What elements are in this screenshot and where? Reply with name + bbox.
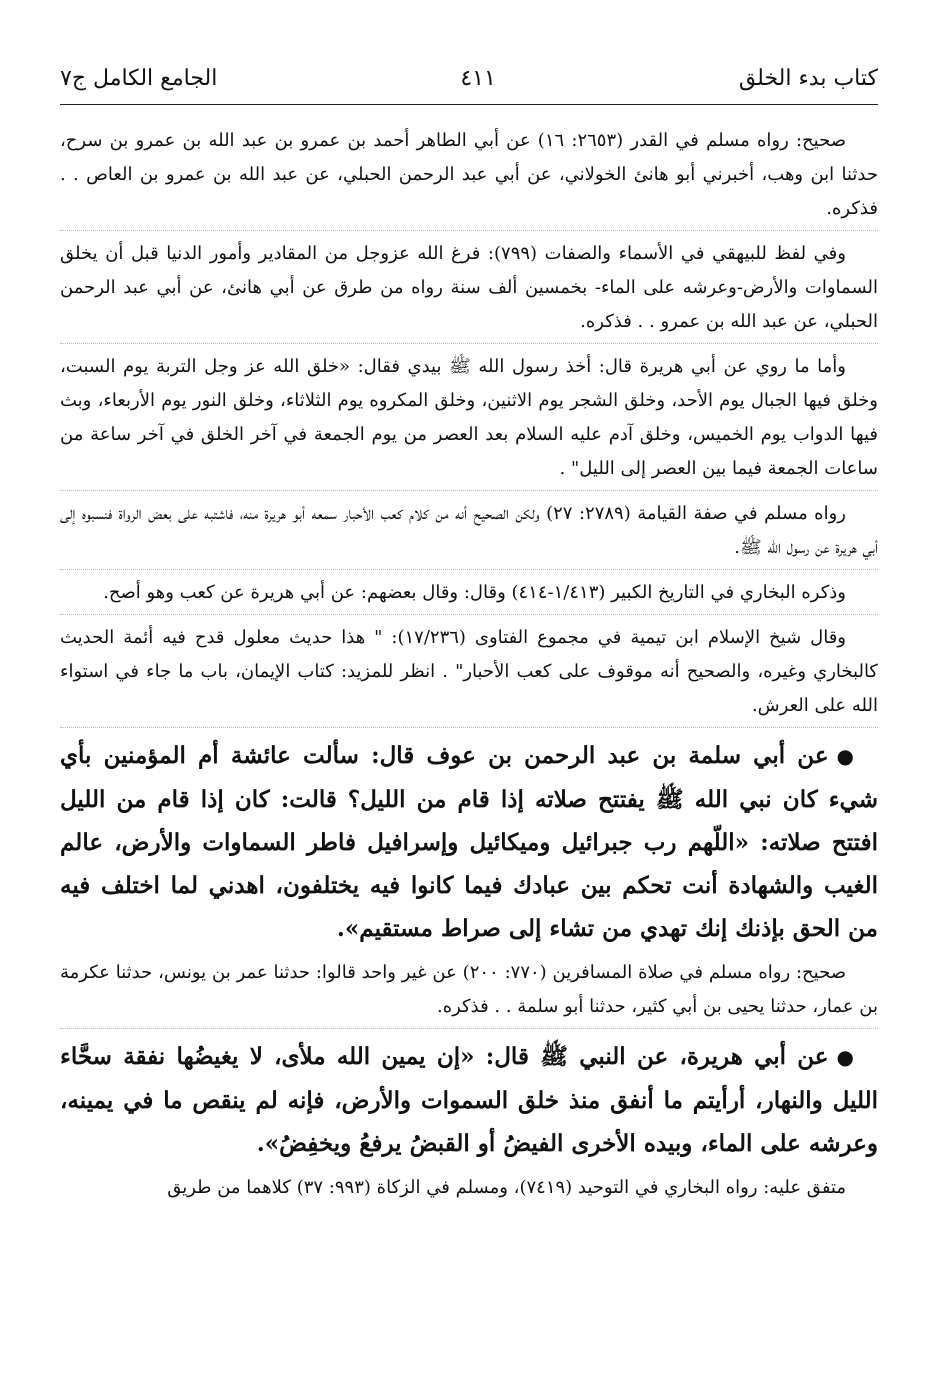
bullet-icon: ● bbox=[836, 744, 854, 768]
hadith-paragraph: ●عن أبي سلمة بن عبد الرحمن بن عوف قال: سألت عائشة أم المؤمنين بأي شيء كان نبي الله ﷺ يفتتح صلاته إذا قام من الليل؟ قالت: كان إذا قام من الليل افتتح صلاته: «اللّهم رب جبرائيل وميكائيل وإسرافيل فاطر السماوات والأرض، عالم الغيب والشهادة أنت تحكم بين عبادك فيما كانوا فيه يختلفون، اهدني لما اختلف فيه من الحق بإذنك إنك تهدي من تشاء إلى صراط مستقيم». bbox=[60, 734, 878, 950]
takhrij-paragraph: صحيح: رواه مسلم في صلاة المسافرين (٧٧٠: ٢٠٠) عن غير واحد قالوا: حدثنا عمر بن يونس، حدثنا عكرمة بن عمار، حدثنا يحيى بن أبي كثير، حدثنا أبو سلمة . . فذكره. bbox=[60, 956, 878, 1029]
takhrij-paragraph: وقال شيخ الإسلام ابن تيمية في مجموع الفتاوى (١٧/٢٣٦): " هذا حديث معلول قدح فيه أئمة الحديث كالبخاري وغيره، والصحيح أنه موقوف على كعب الأحبار" . انظر للمزيد: كتاب الإيمان، باب ما جاء في استواء الله على العرش. bbox=[60, 621, 878, 728]
takhrij-paragraph: رواه مسلم في صفة القيامة (٢٧٨٩: ٢٧) ولكن الصحيح أنه من كلام كعب الأحبار سمعه أبو هريرة منه، فاشتبه على بعض الرواة فنسبوه إلى أبي هريرة عن رسول الله ﷺ. bbox=[60, 497, 878, 570]
page-body bbox=[60, 124, 878, 1215]
header-book-title: كتاب بدء الخلق bbox=[738, 66, 878, 91]
takhrij-paragraph: صحيح: رواه مسلم في القدر (٢٦٥٣: ١٦) عن أبي الطاهر أحمد بن عمرو بن عبد الله بن عمرو بن سرح، حدثنا ابن وهب، أخبرني أبو هانئ الخولاني، عن أبي عبد الرحمن الحبلي، عن عبد الله بن عمرو بن العاص . . فذكره. bbox=[60, 124, 878, 231]
takhrij-paragraph: وأما ما روي عن أبي هريرة قال: أخذ رسول الله ﷺ بيدي فقال: «خلق الله عز وجل التربة يوم السبت، وخلق فيها الجبال يوم الأحد، وخلق الشجر يوم الاثنين، وخلق المكروه يوم الثلاثاء، وخلق النور يوم الأربعاء، وبث فيها الدواب يوم الخميس، وخلق آدم عليه السلام بعد العصر من يوم الجمعة في آخر الخلق في آخر ساعة من ساعات الجمعة فيما بين العصر إلى الليل" . bbox=[60, 350, 878, 491]
takhrij-paragraph: وفي لفظ للبيهقي في الأسماء والصفات (٧٩٩): فرغ الله عزوجل من المقادير وأمور الدنيا قبل أن يخلق السماوات والأرض-وعرشه على الماء- بخمسين ألف سنة رواه من طرق عن أبي هانئ، عن أبي عبد الرحمن الحبلي، عن عبد الله بن عمرو . . فذكره. bbox=[60, 237, 878, 344]
page-number: ٤١١ bbox=[460, 66, 496, 91]
takhrij-paragraph: متفق عليه: رواه البخاري في التوحيد (٧٤١٩)، ومسلم في الزكاة (٩٩٣: ٣٧) كلاهما من طريق bbox=[167, 1177, 846, 1198]
page-header bbox=[60, 60, 878, 94]
takhrij-paragraph: وذكره البخاري في التاريخ الكبير (١/٤١٣-٤١٤) وقال: وقال بعضهم: عن أبي هريرة عن كعب وهو أصح. bbox=[60, 576, 878, 615]
header-volume-title: الجامع الكامل ج٧ bbox=[60, 66, 218, 91]
header-divider bbox=[60, 104, 878, 105]
bullet-icon: ● bbox=[836, 1045, 854, 1069]
hadith-paragraph: ●عن أبي هريرة، عن النبي ﷺ قال: «إن يمين الله ملأى، لا يغيضُها نفقة سحَّاء الليل والنهار، أرأيتم ما أنفق منذ خلق السموات والأرض، فإنه لم ينقص ما في يمينه، وعرشه على الماء، وبيده الأخرى الفيضُ أو القبضُ يرفعُ ويخفِضُ». bbox=[60, 1035, 878, 1165]
